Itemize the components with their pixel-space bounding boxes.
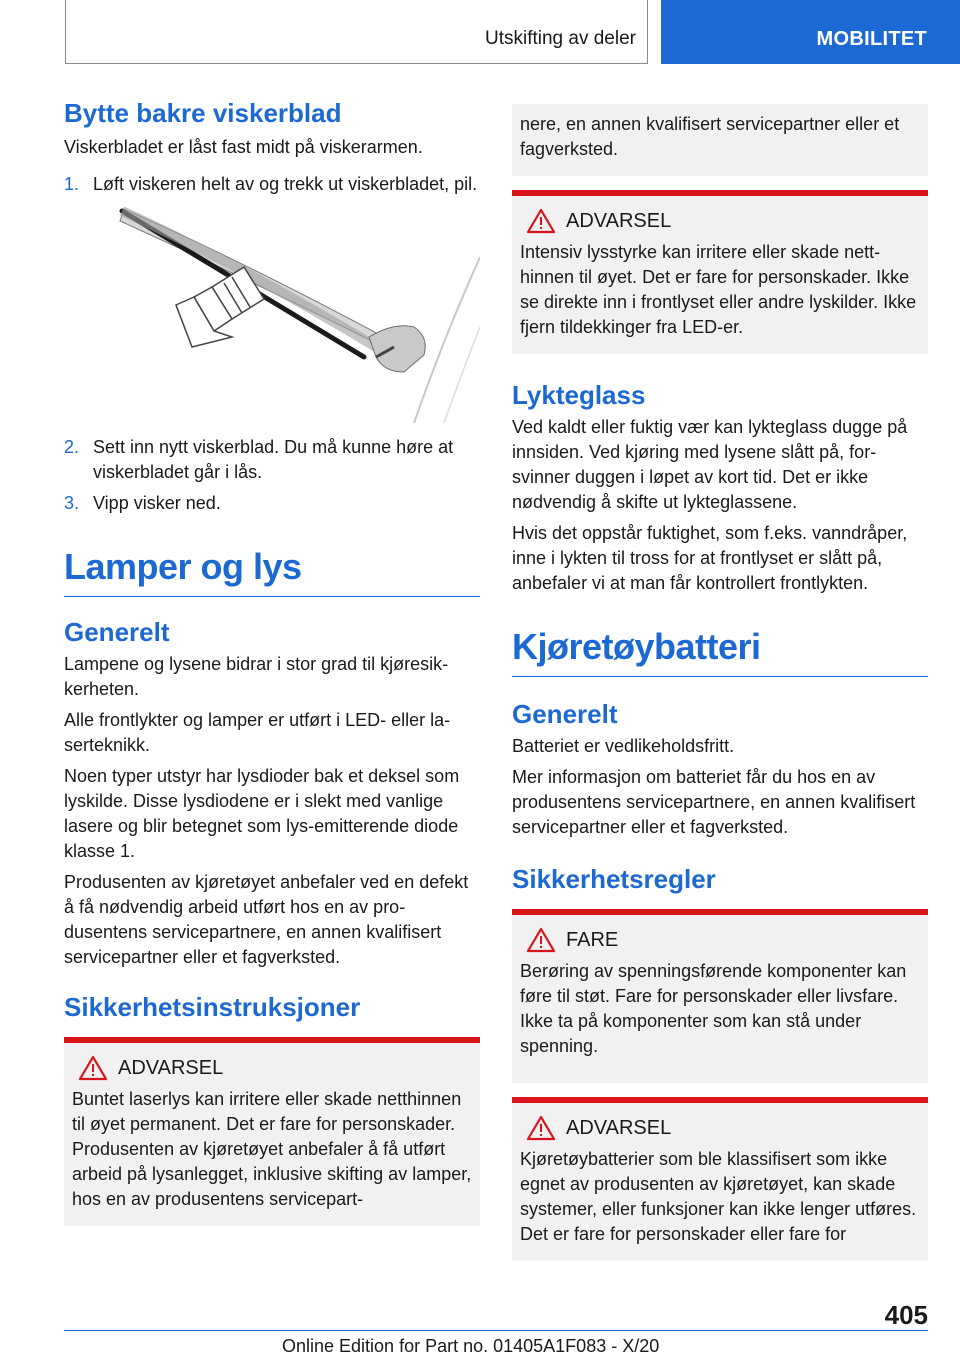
lens-paragraph: Hvis det oppstår fuktighet, som f.eks. vanndråper, inne i lykten til tross for at frontlyset er slått på, anbefaler vi at man får kontrollert frontlykten. xyxy=(512,523,908,593)
warning-text: Buntet laserlys kan irritere eller skade netthinnen til øyet permanent. Det er fare for personskader. Produsenten av kjøretøyet anbefaler å få utført arbeid på lysanlegget, inklusive skifting av lamper, hos en av produsentens servicepart- xyxy=(72,1089,472,1209)
warning-box xyxy=(64,1037,480,1226)
lens-title: Lykteglass xyxy=(512,380,646,410)
warning-triangle-icon xyxy=(78,1055,108,1081)
general-paragraph: Alle frontlykter og lamper er utført i LED- eller laserteknikk. xyxy=(64,710,451,755)
warning-label: ADVARSEL xyxy=(566,209,672,232)
warning-box xyxy=(512,1097,928,1261)
general-paragraph: Noen typer utstyr har lysdioder bak et deksel som lyskilde. Disse lysdiodene er i slekt med vanlige lasere og blir betegnet som lys-emitterende diode klasse 1. xyxy=(64,766,460,861)
danger-label: FARE xyxy=(566,928,619,951)
lamps-title: Lamper og lys xyxy=(64,546,480,597)
rules-title: Sikkerhetsregler xyxy=(512,864,716,894)
footer-edition: Online Edition for Part no. 01405A1F083 - X/20 xyxy=(282,1336,660,1356)
warning-label: ADVARSEL xyxy=(118,1056,224,1079)
warning-label: ADVARSEL xyxy=(566,1116,672,1139)
safety-title: Sikkerhetsinstruksjoner xyxy=(64,992,361,1022)
wiper-intro: Viskerbladet er låst fast midt på viskerarmen. xyxy=(64,137,423,157)
lens-paragraph: Ved kaldt eller fuktig vær kan lykteglass dugge på innsiden. Ved kjøring med lysene slått på, forsvinner duggen i løpet av kort tid. Det er ikke nødvendig å skifte ut lykteglassene. xyxy=(512,417,908,512)
page-number: 405 xyxy=(884,1300,928,1330)
general-paragraph: Lampene og lysene bidrar i stor grad til kjøresikkerheten. xyxy=(64,654,449,699)
wiper-steps-b xyxy=(64,435,480,516)
wiper-steps-a xyxy=(64,172,480,197)
step-item xyxy=(64,435,480,485)
header-chapter-label: MOBILITET xyxy=(816,28,927,50)
left-column xyxy=(64,98,480,1226)
warning-box xyxy=(512,190,928,354)
step-text: Vipp visker ned. xyxy=(93,493,221,513)
step-item xyxy=(64,172,480,197)
right-column xyxy=(512,104,928,1261)
warning-triangle-icon xyxy=(526,1115,556,1141)
warning-heading xyxy=(520,208,920,234)
wiper-title: Bytte bakre viskerblad xyxy=(64,98,342,128)
danger-box xyxy=(512,909,928,1083)
danger-heading xyxy=(520,927,920,953)
battery-paragraph: Batteriet er vedlikeholdsfritt. xyxy=(512,736,735,756)
header-chapter-tab xyxy=(661,0,960,64)
warning-text: Intensiv lysstyrke kan irritere eller skade netthinnen til øyet. Det er fare for personskader. Ikke se direkte inn i frontlyset eller andre lyskilder. Ikke fjern tildekkinger fra LED-er. xyxy=(520,242,917,337)
footer-divider xyxy=(64,1330,928,1331)
step-text: Sett inn nytt viskerblad. Du må kunne høre at viskerbladet går i lås. xyxy=(93,437,454,482)
step-text: Løft viskeren helt av og trekk ut viskerbladet, pil. xyxy=(93,174,478,194)
general-paragraph: Produsenten av kjøretøyet anbefaler ved en defekt å få nødvendig arbeid utført hos en av produsentens servicepartnere, en annen kvalifisert servicepartner eller et fagverksted. xyxy=(64,872,469,967)
step-number: 3. xyxy=(64,493,80,513)
danger-text: Berøring av spenningsførende komponenter kan føre til støt. Fare for personskader eller livsfare. Ikke ta på komponenter som kan stå under spenning. xyxy=(520,961,907,1056)
warning-triangle-icon xyxy=(526,927,556,953)
step-number: 2. xyxy=(64,437,80,457)
battery-general-title: Generelt xyxy=(512,699,618,729)
battery-paragraph: Mer informasjon om batteriet får du hos en av produsentens servicepartnere, en annen kvalifisert servicepartner eller et fagverksted. xyxy=(512,767,916,837)
step-number: 1. xyxy=(64,174,80,194)
wiper-illustration xyxy=(114,197,480,423)
warning-text: nere, en annen kvalifisert servicepartner eller et fagverksted. xyxy=(520,114,900,159)
step-item xyxy=(64,491,480,516)
warning-heading xyxy=(72,1055,472,1081)
warning-heading xyxy=(520,1115,920,1141)
arrow-icon xyxy=(176,267,264,347)
header-section-title: Utskifting av deler xyxy=(484,28,636,49)
warning-text: Kjøretøybatterier som ble klassifisert som ikke egnet av produsenten av kjøretøyet, kan skade systemer, eller funksjoner kan ikke lenger utføres. Det er fare for personskader eller fare for xyxy=(520,1149,917,1244)
general-title: Generelt xyxy=(64,617,170,647)
warning-triangle-icon xyxy=(526,208,556,234)
warning-box-continued xyxy=(512,104,928,176)
battery-title: Kjøretøybatteri xyxy=(512,626,928,677)
